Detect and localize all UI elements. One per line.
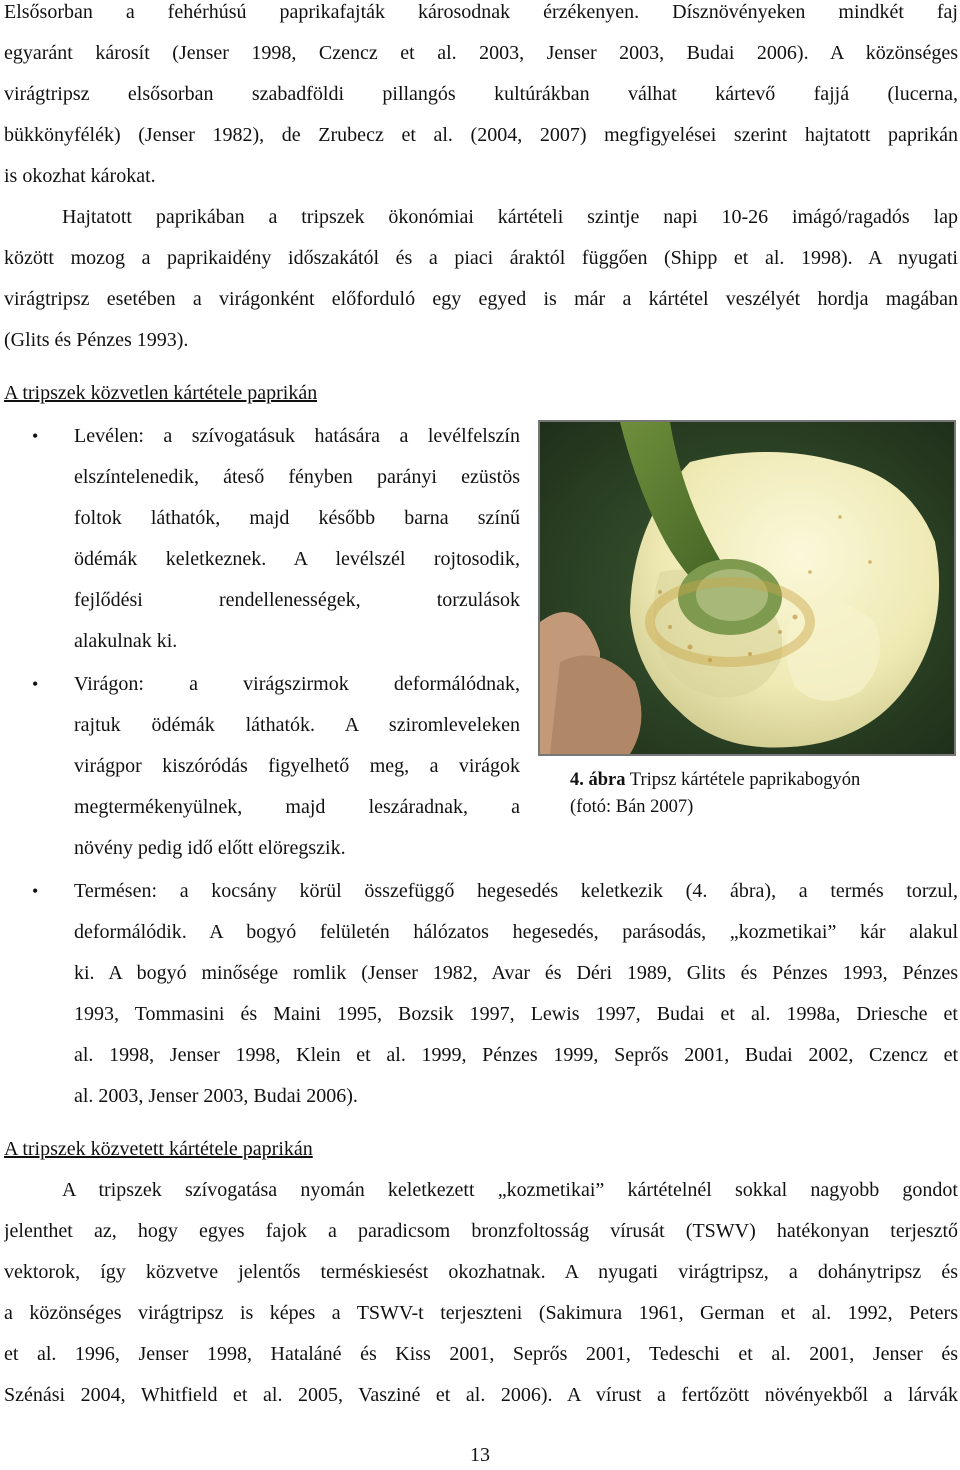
bullet1-line-6: alakulnak ki. (74, 630, 178, 652)
bullet1-line-2: elszíntelenedik, áteső fényben parányi ezüstös (74, 466, 520, 488)
paragraph3-line-1: A tripszek szívogatása nyomán keletkezett „kozmetikai” kártételnél sokkal nagyobb gondot (62, 1179, 958, 1201)
paragraph1-line-5: is okozhat károkat. (4, 165, 156, 187)
bullet3-line-6: al. 2003, Jenser 2003, Budai 2006). (74, 1085, 358, 1107)
paragraph3-line-6: Szénási 2004, Whitfield et al. 2005, Vasziné et al. 2006). A vírust a fertőzött növényekből a lárvák (4, 1384, 958, 1406)
bullet3-line-3: ki. A bogyó minősége romlik (Jenser 1982, Avar és Déri 1989, Glits és Pénzes 1993, Pénzes (74, 962, 958, 984)
bullet3-line-1: Termésen: a kocsány körül összefüggő hegesedés keletkezik (4. ábra), a termés torzul, (74, 880, 958, 902)
bullet2-line-3: virágpor kiszóródás figyelhető meg, a virágok (74, 755, 520, 777)
paragraph2-line-1: Hajtatott paprikában a tripszek ökonómiai kártételi szintje napi 10-26 imágó/ragadós lap (62, 206, 958, 228)
paragraph1-line-2: egyaránt károsít (Jenser 1998, Czencz et al. 2003, Jenser 2003, Budai 2006). A közönséges (4, 42, 958, 64)
bullet-marker: • (32, 674, 39, 694)
bullet2-line-5: növény pedig idő előtt elöregszik. (74, 837, 346, 859)
paragraph3-line-2: jelenthet az, hogy egyes fajok a paradicsom bronzfoltosság vírusát (TSWV) hatékonyan terjesztő (4, 1220, 958, 1242)
figure-credit: (fotó: Bán 2007) (570, 797, 694, 817)
paragraph2-line-2: között mozog a paprikaidény időszakától és a piaci áraktól függően (Shipp et al. 1998). A nyugati (4, 247, 958, 269)
bullet-marker: • (32, 881, 39, 901)
bullet1-line-1: Levélen: a szívogatásuk hatására a levélfelszín (74, 425, 520, 447)
bullet3-line-5: al. 1998, Jenser 1998, Klein et al. 1999, Pénzes 1999, Seprős 2001, Budai 2002, Czencz et (74, 1044, 958, 1066)
paragraph2-line-3: virágtripsz esetében a virágonként előforduló egy egyed is már a kártétel veszélyét hordja magában (4, 288, 958, 310)
bullet1-line-4: ödémák keletkeznek. A levélszél rojtosodik, (74, 548, 520, 570)
paragraph3-line-5: et al. 1996, Jenser 1998, Hataláné és Kiss 2001, Seprős 2001, Tedeschi et al. 2001, Jenser és (4, 1343, 958, 1365)
paragraph3-line-3: vektorok, így közvetve jelentős terméskiesést okozhatnak. A nyugati virágtripsz, a dohánytripsz és (4, 1261, 958, 1283)
section-heading-direct-damage: A tripszek közvetlen kártétele paprikán (4, 382, 318, 404)
bullet3-line-4: 1993, Tommasini és Maini 1995, Bozsik 1997, Lewis 1997, Budai et al. 1998a, Driesche et (74, 1003, 958, 1025)
page-number: 13 (470, 1444, 490, 1466)
bullet3-line-2: deformálódik. A bogyó felületén hálózatos hegesedés, parásodás, „kozmetikai” kár alakul (74, 921, 958, 943)
bullet-marker: • (32, 426, 39, 446)
bullet1-line-5: fejlődési rendellenességek, torzulások (74, 589, 520, 611)
paragraph3-line-4: a közönséges virágtripsz is képes a TSWV-t terjeszteni (Sakimura 1961, German et al. 1992, Peters (4, 1302, 958, 1324)
paragraph1-line-3: virágtripsz elsősorban szabadföldi pillangós kultúrákban válhat kártevő fajjá (lucerna, (4, 83, 958, 105)
paragraph2-line-4: (Glits és Pénzes 1993). (4, 329, 189, 351)
figure-caption (570, 766, 958, 794)
figure-caption-text: Tripsz kártétele paprikabogyón (625, 770, 861, 790)
paragraph1-line-1: Elsősorban a fehérhúsú paprikafajták károsodnak érzékenyen. Dísznövényeken mindkét faj (4, 1, 958, 23)
bullet2-line-1: Virágon: a virágszirmok deformálódnak, (74, 673, 520, 695)
pepper-photo (538, 420, 956, 756)
section-heading-indirect-damage: A tripszek közvetett kártétele paprikán (4, 1138, 313, 1160)
bullet2-line-2: rajtuk ödémák láthatók. A sziromleveleken (74, 714, 520, 736)
bullet1-line-3: foltok láthatók, majd később barna színű (74, 507, 520, 529)
figure-label: 4. ábra (570, 770, 626, 790)
pepper-photo-image (540, 422, 954, 754)
bullet2-line-4: megtermékenyülnek, majd leszáradnak, a (74, 796, 520, 818)
paragraph1-line-4: bükkönyfélék) (Jenser 1982), de Zrubecz et al. (2004, 2007) megfigyelései szerint hajtatott paprikán (4, 124, 958, 146)
